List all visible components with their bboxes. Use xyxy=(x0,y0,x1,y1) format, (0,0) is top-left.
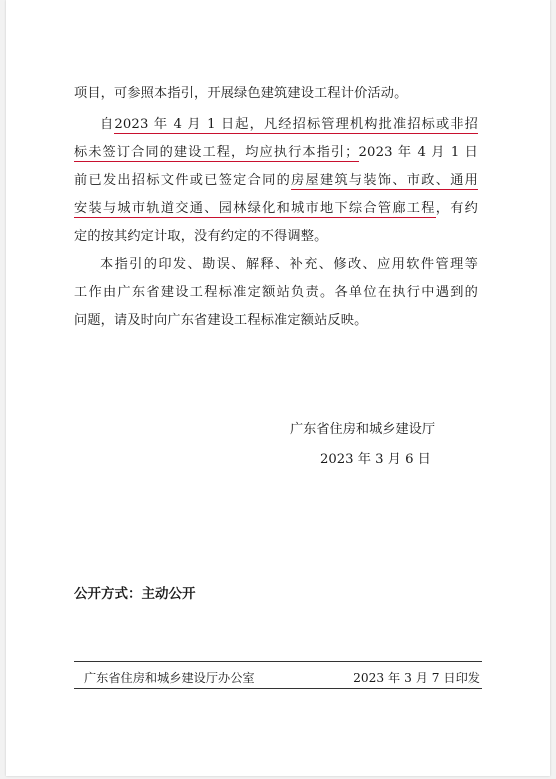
body-text: 自 xyxy=(100,117,115,132)
body-line xyxy=(74,197,478,216)
body-text: 问题，请及时向广东省建设工程标准定额站反映。 xyxy=(74,313,368,328)
footer-print-date: 2023 年 3 月 7 日印发 xyxy=(353,671,480,685)
body-line xyxy=(74,225,327,244)
highlighted-text: 房屋建筑与装饰、市政、通用 xyxy=(291,173,479,188)
body-text: ，有约 xyxy=(435,201,479,216)
body-line xyxy=(74,253,478,272)
highlighted-text: 2023 年 4 月 1 日起，凡经招标管理机构批准招标或非招 xyxy=(114,117,478,132)
footer-office: 广东省住房和城乡建设厅办公室 xyxy=(84,671,255,685)
body-line xyxy=(74,113,478,132)
body-line xyxy=(74,281,478,300)
body-line xyxy=(74,169,478,188)
body-text: 前已发出招标文件或已签定合同的 xyxy=(74,173,292,188)
body-text: 2023 年 4 月 1 日 xyxy=(358,145,479,160)
body-line xyxy=(74,141,478,160)
body-text: 项目，可参照本指引，开展绿色建筑建设工程计价活动。 xyxy=(74,86,408,101)
body-line xyxy=(74,82,407,101)
signature-date: 2023 年 3 月 6 日 xyxy=(320,452,431,467)
highlighted-text: 标未签订合同的建设工程，均应执行本指引； xyxy=(74,145,359,160)
body-text: 本指引的印发、勘误、解释、补充、修改、应用软件管理等 xyxy=(100,257,478,272)
footer-bottom-rule xyxy=(74,688,482,689)
signature-org: 广东省住房和城乡建设厅 xyxy=(290,422,436,437)
highlighted-text: 安装与城市轨道交通、园林绿化和城市地下综合管廊工程 xyxy=(74,201,436,216)
footer-top-rule xyxy=(74,661,482,662)
body-line xyxy=(74,309,367,328)
body-text: 工作由广东省建设工程标准定额站负责。各单位在执行中遇到的 xyxy=(74,285,478,300)
disclosure-method: 公开方式：主动公开 xyxy=(74,586,196,602)
body-text: 定的按其约定计取，没有约定的不得调整。 xyxy=(74,229,328,244)
